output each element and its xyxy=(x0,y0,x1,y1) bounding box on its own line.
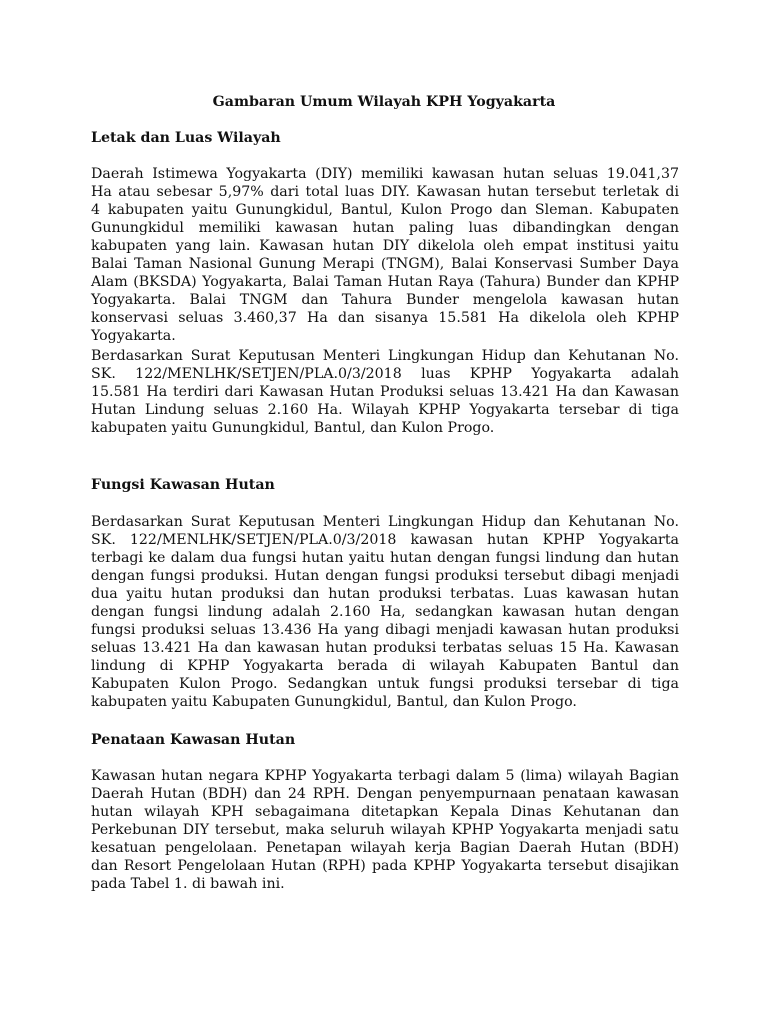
text-line: Yogyakarta. Balai TNGM dan Tahura Bunder mengelola kawasan hutan xyxy=(91,292,679,308)
text-line: Gunungkidul memiliki kawasan hutan paling luas dibandingkan dengan xyxy=(91,220,679,236)
text-line: Ha atau sebesar 5,97% dari total luas DIY. Kawasan hutan tersebut terletak di xyxy=(91,184,679,200)
text-line: Daerah Istimewa Yogyakarta (DIY) memiliki kawasan hutan seluas 19.041,37 xyxy=(91,166,679,182)
text-line: seluas 13.421 Ha dan kawasan hutan produksi terbatas seluas 15 Ha. Kawasan xyxy=(91,640,679,656)
text-line: dengan fungsi produksi. Hutan dengan fungsi produksi tersebut dibagi menjadi xyxy=(91,568,679,584)
text-line: Balai Taman Nasional Gunung Merapi (TNGM), Balai Konservasi Sumber Daya xyxy=(91,256,679,272)
section-heading-letak-luas: Letak dan Luas Wilayah xyxy=(91,130,281,146)
text-line: kabupaten yang lain. Kawasan hutan DIY dikelola oleh empat institusi yaitu xyxy=(91,238,679,254)
section-heading-penataan-kawasan: Penataan Kawasan Hutan xyxy=(91,732,296,748)
text-line: Berdasarkan Surat Keputusan Menteri Lingkungan Hidup dan Kehutanan No. xyxy=(91,348,679,364)
paragraph-fungsi-kawasan xyxy=(91,513,679,711)
text-line: pada Tabel 1. di bawah ini. xyxy=(91,876,285,892)
text-line: Alam (BKSDA) Yogyakarta, Balai Taman Hutan Raya (Tahura) Bunder dan KPHP xyxy=(91,274,679,290)
text-line: lindung di KPHP Yogyakarta berada di wilayah Kabupaten Bantul dan xyxy=(91,658,679,674)
text-line: dua yaitu hutan produksi dan hutan produksi terbatas. Luas kawasan hutan xyxy=(91,586,679,602)
text-line: konservasi seluas 3.460,37 Ha dan sisanya 15.581 Ha dikelola oleh KPHP xyxy=(91,310,679,326)
text-line: kabupaten yaitu Gunungkidul, Bantul, dan Kulon Progo. xyxy=(91,420,495,436)
text-line: Kabupaten Kulon Progo. Sedangkan untuk fungsi produksi tersebar di tiga xyxy=(91,676,679,692)
text-line: 15.581 Ha terdiri dari Kawasan Hutan Produksi seluas 13.421 Ha dan Kawasan xyxy=(91,384,679,400)
text-line: SK. 122/MENLHK/SETJEN/PLA.0/3/2018 luas KPHP Yogyakarta adalah xyxy=(91,366,679,382)
text-line: 4 kabupaten yaitu Gunungkidul, Bantul, Kulon Progo dan Sleman. Kabupaten xyxy=(91,202,679,218)
text-line: kesatuan pengelolaan. Penetapan wilayah kerja Bagian Daerah Hutan (BDH) xyxy=(91,840,679,856)
text-line: Perkebunan DIY tersebut, maka seluruh wilayah KPHP Yogyakarta menjadi satu xyxy=(91,822,679,838)
text-line: fungsi produksi seluas 13.436 Ha yang dibagi menjadi kawasan hutan produksi xyxy=(91,622,679,638)
section-heading-fungsi-kawasan: Fungsi Kawasan Hutan xyxy=(91,477,275,493)
paragraph-letak-luas-1 xyxy=(91,165,679,345)
text-line: dengan fungsi lindung adalah 2.160 Ha, sedangkan kawasan hutan dengan xyxy=(91,604,679,620)
paragraph-penataan-kawasan xyxy=(91,767,679,893)
document-title: Gambaran Umum Wilayah KPH Yogyakarta xyxy=(212,94,556,110)
text-line: Hutan Lindung seluas 2.160 Ha. Wilayah KPHP Yogyakarta tersebar di tiga xyxy=(91,402,679,418)
text-line: Daerah Hutan (BDH) dan 24 RPH. Dengan penyempurnaan penataan kawasan xyxy=(91,786,679,802)
text-line: Berdasarkan Surat Keputusan Menteri Lingkungan Hidup dan Kehutanan No. xyxy=(91,514,679,530)
text-line: Yogyakarta. xyxy=(91,328,176,344)
text-line: SK. 122/MENLHK/SETJEN/PLA.0/3/2018 kawasan hutan KPHP Yogyakarta xyxy=(91,532,679,548)
text-line: Kawasan hutan negara KPHP Yogyakarta terbagi dalam 5 (lima) wilayah Bagian xyxy=(91,768,679,784)
text-line: terbagi ke dalam dua fungsi hutan yaitu hutan dengan fungsi lindung dan hutan xyxy=(91,550,679,566)
paragraph-letak-luas-2 xyxy=(91,347,679,437)
text-line: kabupaten yaitu Kabupaten Gunungkidul, Bantul, dan Kulon Progo. xyxy=(91,694,577,710)
text-line: dan Resort Pengelolaan Hutan (RPH) pada KPHP Yogyakarta tersebut disajikan xyxy=(91,858,679,874)
text-line: hutan wilayah KPH sebagaimana ditetapkan Kepala Dinas Kehutanan dan xyxy=(91,804,679,820)
